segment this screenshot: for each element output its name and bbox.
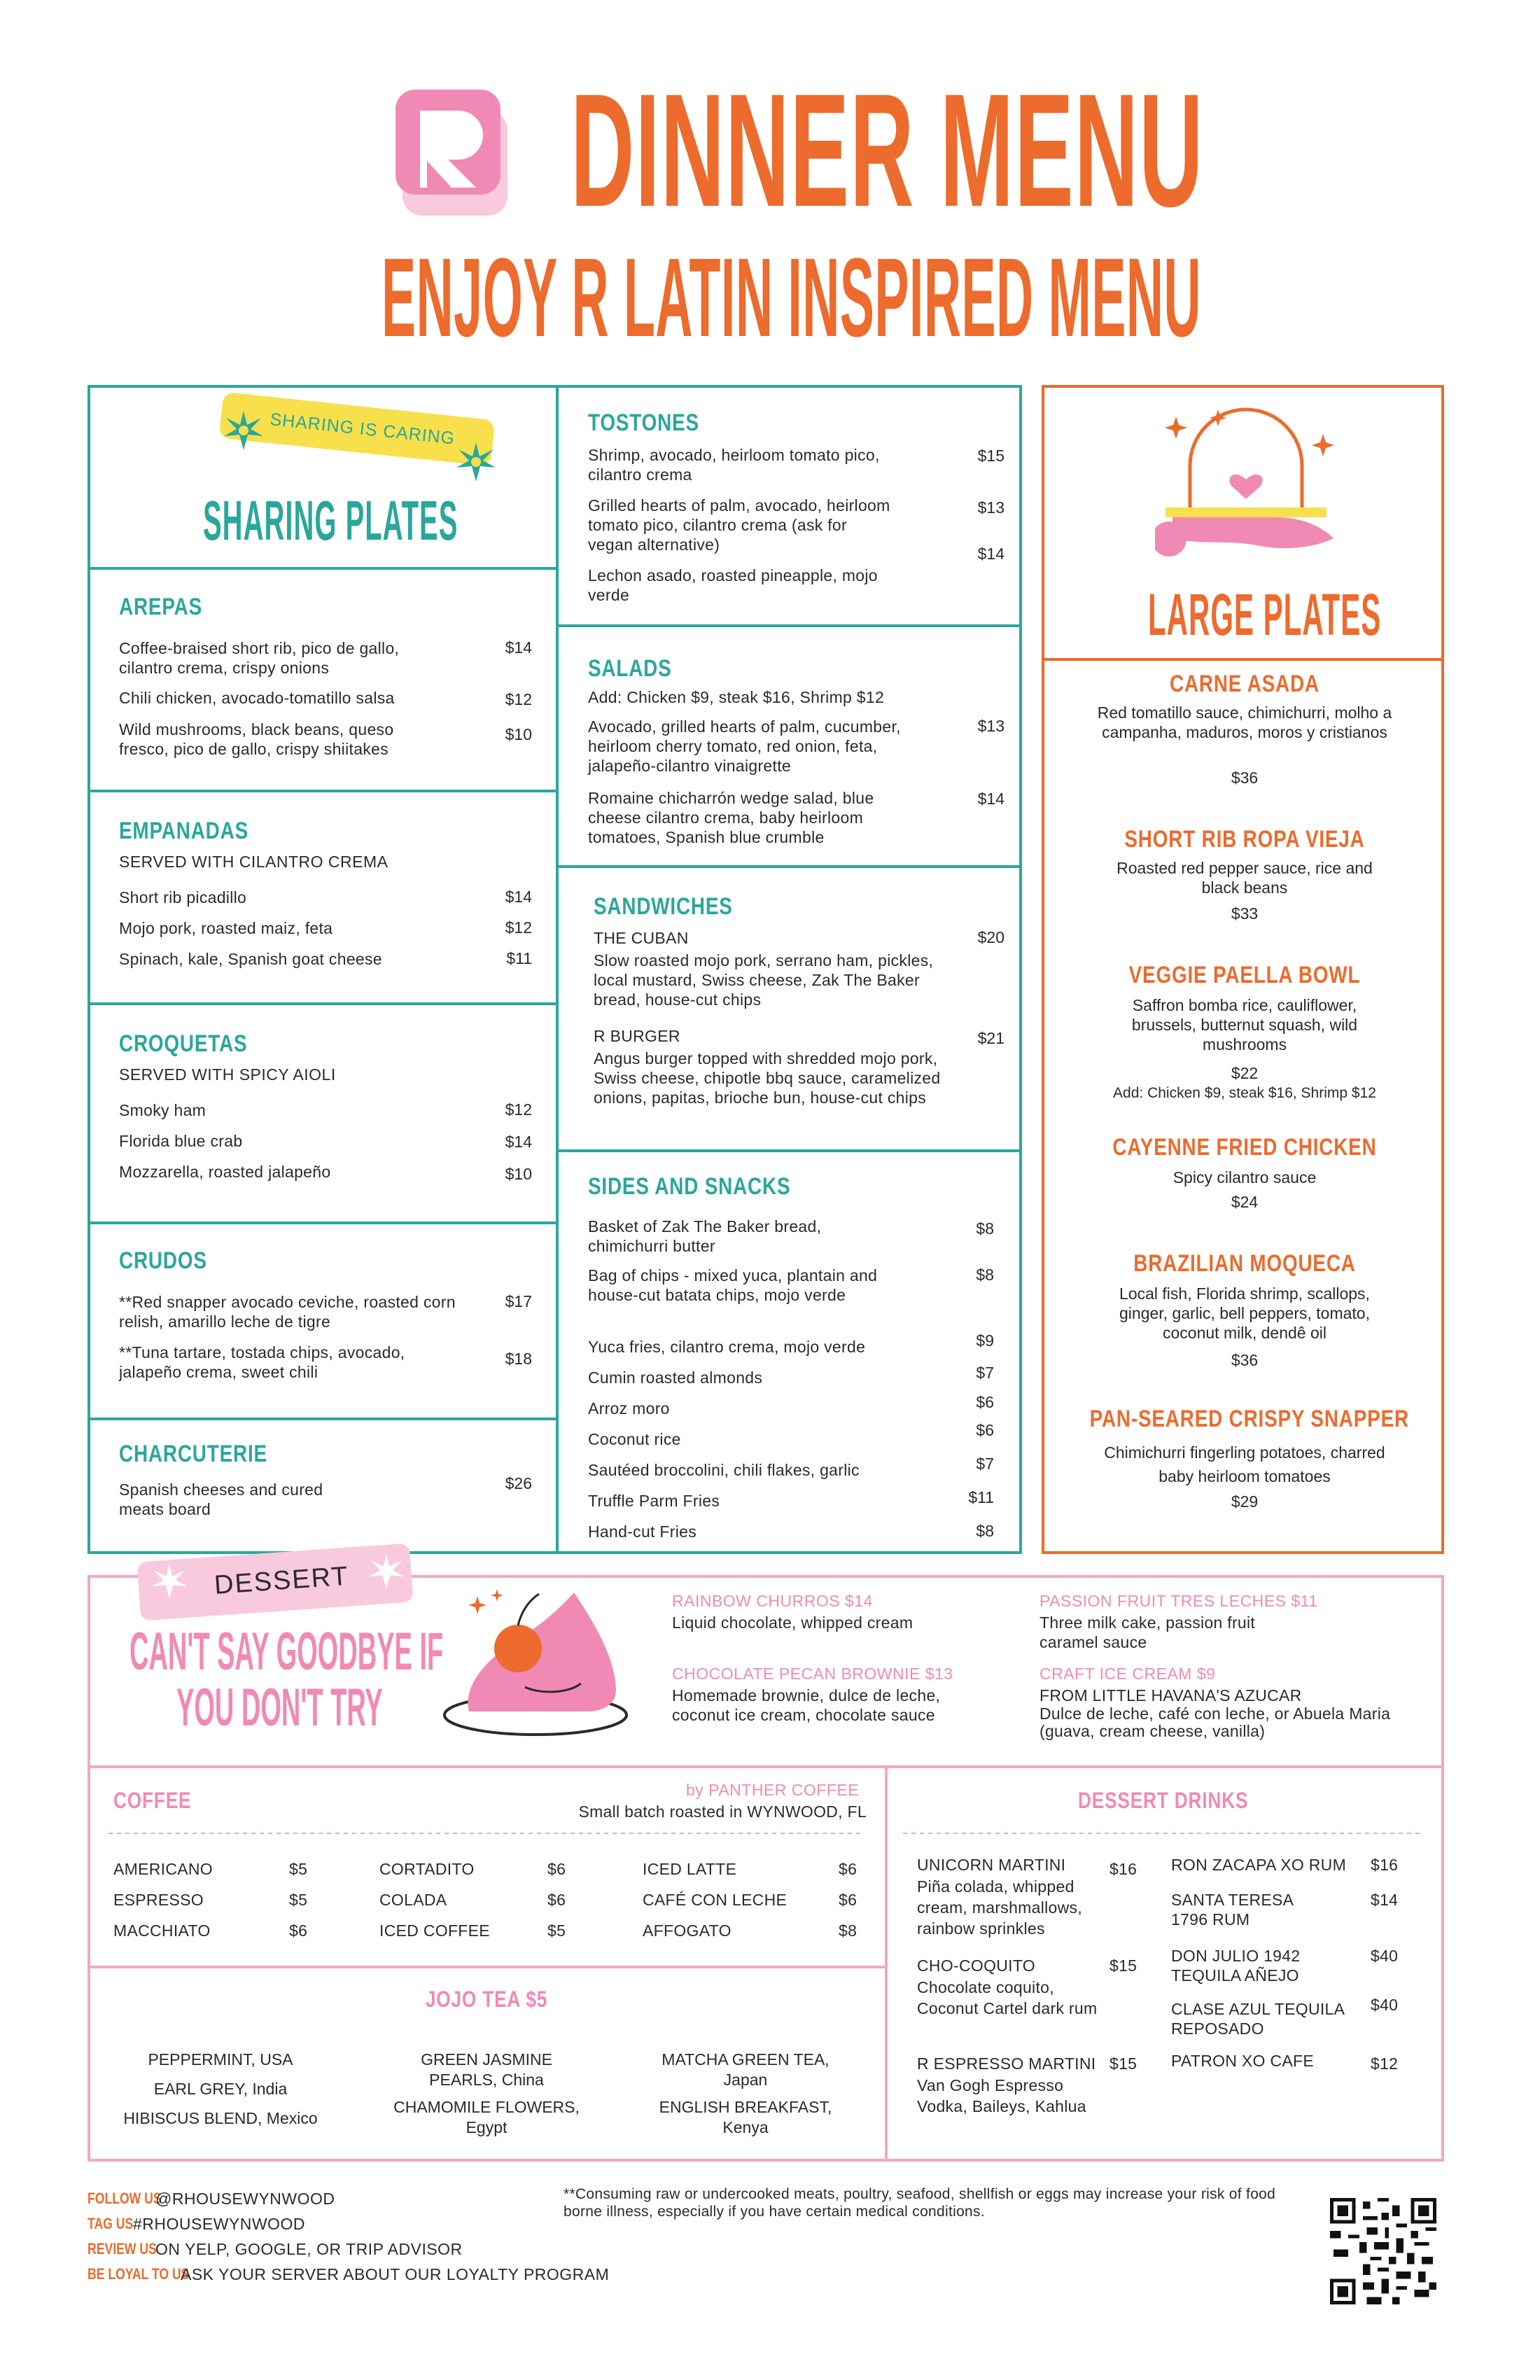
menu-item: Spanish cheeses and cured meats board <box>119 1480 323 1518</box>
coffee-item: CORTADITO <box>379 1860 475 1878</box>
menu-item: **Tuna tartare, tostada chips, avocado, jalapeño crema, sweet chili <box>119 1343 405 1381</box>
item-price: $26 <box>505 1474 532 1492</box>
item-price: $20 <box>977 928 1004 946</box>
page-subtitle: ENJOY R LATIN INSPIRED MENU <box>382 234 1202 360</box>
footer-text[interactable]: @RHOUSEWYNWOOD <box>155 2190 335 2208</box>
food-safety-disclaimer: **Consuming raw or undercooked meats, poultry, seafood, shellfish or eggs may increase your risk of food borne illness, especially if you have certain medical conditions. <box>564 2186 1276 2220</box>
drink-name: DON JULIO 1942 TEQUILA AÑEJO <box>1171 1947 1301 1984</box>
coffee-item: AMERICANO <box>113 1860 213 1878</box>
large-item-price: $24 <box>1231 1193 1259 1211</box>
footer-text: ON YELP, GOOGLE, OR TRIP ADVISOR <box>155 2240 463 2258</box>
menu-item: Bag of chips - mixed yuca, plantain and house-cut batata chips, mojo verde <box>588 1266 878 1304</box>
menu-item: Mozzarella, roasted jalapeño <box>119 1163 331 1181</box>
empanadas-subtitle: SERVED WITH CILANTRO CREMA <box>119 853 388 871</box>
dessert-item-desc: Homemade brownie, dulce de leche, coconut ice cream, chocolate sauce <box>672 1686 941 1724</box>
large-item-add-ons: Add: Chicken $9, steak $16, Shrimp $12 <box>1113 1085 1376 1101</box>
arepas-title: AREPAS <box>119 594 203 620</box>
large-item-desc: Roasted red pepper sauce, rice and black beans <box>1116 859 1373 897</box>
menu-item: Wild mushrooms, black beans, queso fresco, pico de gallo, crispy shiitakes <box>119 720 394 758</box>
page-title: DINNER MENU <box>570 60 1204 240</box>
tea-item: CHAMOMILE FLOWERS, Egypt <box>393 2098 580 2136</box>
divider <box>88 567 557 570</box>
coffee-title: COFFEE <box>113 1788 192 1813</box>
drink-name: R ESPRESSO MARTINI <box>917 2054 1096 2073</box>
large-item-desc: Spicy cilantro sauce <box>1172 1168 1317 1186</box>
menu-item: Yuca fries, cilantro crema, mojo verde <box>588 1338 866 1356</box>
menu-item: Spinach, kale, Spanish goat cheese <box>119 950 382 968</box>
coffee-price: $5 <box>547 1921 566 1940</box>
charcuterie-title: CHARCUTERIE <box>119 1441 267 1467</box>
item-price: $17 <box>505 1292 532 1310</box>
item-price: $18 <box>505 1350 532 1368</box>
pink-dash <box>108 1833 864 1834</box>
column-divider <box>556 385 559 1554</box>
item-price: $14 <box>977 790 1004 808</box>
tea-item: HIBISCUS BLEND, Mexico <box>123 2109 318 2127</box>
coffee-price: $6 <box>839 1860 858 1878</box>
dessert-title: YOU DON'T TRY <box>176 1678 383 1737</box>
menu-item: Romaine chicharrón wedge salad, blue cheese cilantro crema, baby heirloom tomatoes, Spanish blue crumble <box>588 789 874 846</box>
drink-desc: Piña colada, whipped cream, marshmallows, rainbow sprinkles <box>917 1877 1083 1938</box>
large-item-price: $36 <box>1231 1351 1259 1369</box>
drink-price: $40 <box>1371 1996 1399 2014</box>
item-price: $14 <box>505 888 532 906</box>
item-price: $8 <box>976 1266 994 1284</box>
tostones-title: TOSTONES <box>588 410 699 436</box>
menu-item: Chili chicken, avocado-tomatillo salsa <box>119 689 395 707</box>
coffee-item: AFFOGATO <box>643 1921 732 1940</box>
menu-item-name: R BURGER <box>594 1027 680 1045</box>
large-item-name: CARNE ASADA <box>1169 671 1320 697</box>
menu-item: Arroz moro <box>588 1399 670 1418</box>
menu-item: Angus burger topped with shredded mojo pork, Swiss cheese, chipotle bbq sauce, caramelized onions, papitas, brioche bun, house-cut chips <box>594 1049 941 1107</box>
dessert-badge-text: DESSERT <box>213 1561 350 1601</box>
salads-add-ons: Add: Chicken $9, steak $16, Shrimp $12 <box>588 688 885 706</box>
qr-code-icon[interactable] <box>1330 2198 1436 2304</box>
dessert-item-name: PASSION FRUIT TRES LECHES $11 <box>1040 1592 1318 1610</box>
item-price: $10 <box>505 725 532 743</box>
star-icon <box>368 1553 405 1594</box>
item-price: $11 <box>968 1488 994 1506</box>
item-price: $12 <box>505 1100 532 1119</box>
divider <box>556 865 1022 868</box>
menu-item: Truffle Parm Fries <box>588 1492 720 1510</box>
menu-item: Grilled hearts of palm, avocado, heirloom tomato pico, cilantro crema (ask for vegan alternative) <box>588 496 890 554</box>
cake-icon <box>441 1575 630 1746</box>
large-item-name: BRAZILIAN MOQUECA <box>1133 1250 1356 1277</box>
large-plates-title: LARGE PLATES <box>1148 582 1382 648</box>
tea-item: MATCHA GREEN TEA, Japan <box>662 2050 830 2089</box>
footer-label: FOLLOW US <box>88 2190 162 2207</box>
divider <box>88 790 557 792</box>
coffee-item: MACCHIATO <box>113 1921 211 1940</box>
coffee-price: $5 <box>289 1891 308 1909</box>
item-price: $15 <box>977 447 1004 465</box>
drink-name: CLASE AZUL TEQUILA REPOSADO <box>1171 2000 1345 2038</box>
sandwiches-title: SANDWICHES <box>594 893 733 920</box>
drink-price: $16 <box>1371 1856 1399 1874</box>
tea-item: ENGLISH BREAKFAST, Kenya <box>659 2098 832 2136</box>
dessert-item-desc: Dulce de leche, café con leche, or Abuela Maria (guava, cream cheese, vanilla) <box>1040 1704 1391 1740</box>
menu-item: Avocado, grilled hearts of palm, cucumber, heirloom cherry tomato, red onion, feta, jalapeño-cilantro vinaigrette <box>588 718 901 775</box>
drink-price: $16 <box>1110 1860 1138 1878</box>
star-icon <box>223 410 265 455</box>
croquetas-subtitle: SERVED WITH SPICY AIOLI <box>119 1065 336 1084</box>
sides-title: SIDES AND SNACKS <box>588 1173 791 1200</box>
coffee-item: ESPRESSO <box>113 1891 204 1909</box>
dessert-item-sub: FROM LITTLE HAVANA'S AZUCAR <box>1040 1686 1302 1704</box>
pink-divider <box>88 1765 1444 1768</box>
large-item-name: PAN-SEARED CRISPY SNAPPER <box>1089 1406 1409 1432</box>
drink-price: $12 <box>1371 2054 1399 2073</box>
menu-item: Slow roasted mojo pork, serrano ham, pickles, local mustard, Swiss cheese, Zak The Baker bread, house-cut chips <box>594 951 934 1009</box>
footer-label: TAG US <box>88 2215 134 2232</box>
menu-item: Coconut rice <box>588 1430 681 1448</box>
large-item-price: $22 <box>1231 1064 1259 1082</box>
footer-label: BE LOYAL TO US <box>88 2265 190 2283</box>
dessert-title: CAN'T SAY GOODBYE IF <box>130 1622 444 1681</box>
orange-divider <box>1042 658 1444 661</box>
item-price: $12 <box>505 918 532 937</box>
cloche-hand-icon <box>1155 402 1351 567</box>
item-price: $9 <box>976 1331 994 1350</box>
item-price: $13 <box>977 498 1004 517</box>
star-icon <box>150 1562 188 1604</box>
coffee-item: ICED LATTE <box>643 1860 737 1878</box>
item-price: $12 <box>505 690 532 708</box>
large-item-name: CAYENNE FRIED CHICKEN <box>1112 1134 1377 1161</box>
menu-item: Smoky ham <box>119 1101 206 1119</box>
large-item-desc: Saffron bomba rice, cauliflower, brussels, butternut squash, wild mushrooms <box>1131 996 1358 1054</box>
coffee-item: COLADA <box>379 1891 447 1909</box>
tea-title: JOJO TEA $5 <box>425 1987 548 2012</box>
coffee-price: $6 <box>839 1891 858 1909</box>
item-price: $6 <box>976 1421 994 1439</box>
divider <box>88 1222 557 1224</box>
footer-label: REVIEW US <box>88 2240 157 2258</box>
logo <box>396 83 514 223</box>
divider <box>556 624 1022 627</box>
drink-price: $15 <box>1110 2054 1138 2073</box>
item-price: $13 <box>977 717 1004 735</box>
coffee-note: Small batch roasted in WYNWOOD, FL <box>578 1802 867 1821</box>
drink-desc: Van Gogh Espresso Vodka, Baileys, Kahlua <box>917 2076 1086 2115</box>
drink-name: SANTA TERESA 1796 RUM <box>1171 1891 1294 1928</box>
menu-item: Mojo pork, roasted maiz, feta <box>119 919 333 937</box>
coffee-item: CAFÉ CON LECHE <box>643 1891 788 1909</box>
coffee-item: ICED COFFEE <box>379 1921 490 1940</box>
large-item-price: $36 <box>1231 769 1259 787</box>
large-item-price: $33 <box>1231 904 1259 923</box>
menu-item: Short rib picadillo <box>119 888 247 906</box>
drink-desc: Chocolate coquito, Coconut Cartel dark rum <box>917 1978 1098 2017</box>
menu-item-name: THE CUBAN <box>594 929 689 947</box>
empanadas-title: EMPANADAS <box>119 818 248 844</box>
item-price: $8 <box>976 1219 994 1238</box>
dessert-item-name: CHOCOLATE PECAN BROWNIE $13 <box>672 1665 953 1683</box>
item-price: $11 <box>506 949 532 967</box>
item-price: $8 <box>976 1522 994 1540</box>
divider <box>88 1002 557 1005</box>
sharing-title: SHARING PLATES <box>203 489 458 552</box>
item-price: $21 <box>977 1029 1004 1047</box>
dessert-item-desc: Liquid chocolate, whipped cream <box>672 1614 913 1632</box>
pink-column-divider <box>885 1765 888 2162</box>
menu-item: Shrimp, avocado, heirloom tomato pico, cilantro crema <box>588 446 880 484</box>
coffee-price: $6 <box>547 1860 566 1878</box>
large-item-desc: Red tomatillo sauce, chimichurri, molho a campanha, maduros, moros y cristianos <box>1097 704 1392 741</box>
item-price: $6 <box>976 1393 994 1411</box>
coffee-price: $6 <box>547 1891 566 1909</box>
large-item-desc: Local fish, Florida shrimp, scallops, ginger, garlic, bell peppers, tomato, coconut milk, dendê oil <box>1119 1284 1370 1342</box>
footer-text: ASK YOUR SERVER ABOUT OUR LOYALTY PROGRAM <box>181 2265 610 2283</box>
divider <box>556 1149 1022 1152</box>
tea-item: EARL GREY, India <box>153 2080 288 2098</box>
large-item-name: SHORT RIB ROPA VIEJA <box>1124 826 1365 853</box>
dessert-item-name: RAINBOW CHURROS $14 <box>672 1592 873 1610</box>
pink-divider <box>88 1966 886 1968</box>
salads-title: SALADS <box>588 655 672 682</box>
divider <box>88 1418 557 1420</box>
coffee-by: by PANTHER COFFEE <box>686 1781 860 1799</box>
drink-price: $14 <box>1371 1891 1399 1909</box>
drink-name: UNICORN MARTINI <box>917 1856 1066 1874</box>
footer-text[interactable]: #RHOUSEWYNWOOD <box>133 2215 305 2233</box>
menu-item: **Red snapper avocado ceviche, roasted corn relish, amarillo leche de tigre <box>119 1293 456 1331</box>
crudos-title: CRUDOS <box>119 1247 207 1274</box>
star-icon <box>455 441 497 486</box>
dessert-drinks-title: DESSERT DRINKS <box>1078 1788 1249 1813</box>
tea-item: GREEN JASMINE PEARLS, China <box>421 2050 552 2089</box>
item-price: $10 <box>505 1165 532 1183</box>
menu-item: Lechon asado, roasted pineapple, mojo verde <box>588 566 878 604</box>
item-price: $7 <box>976 1455 994 1473</box>
item-price: $14 <box>977 545 1004 563</box>
menu-item: Cumin roasted almonds <box>588 1368 763 1387</box>
dessert-item-name: CRAFT ICE CREAM $9 <box>1040 1665 1216 1683</box>
large-item-desc: Chimichurri fingerling potatoes, charred baby heirloom tomatoes <box>1104 1443 1385 1485</box>
large-item-name: VEGGIE PAELLA BOWL <box>1128 962 1361 988</box>
drink-price: $40 <box>1371 1947 1399 1965</box>
menu-item: Florida blue crab <box>119 1132 243 1150</box>
drink-name: CHO-COQUITO <box>917 1956 1035 1975</box>
item-price: $7 <box>976 1364 994 1382</box>
item-price: $14 <box>505 638 532 657</box>
menu-item: Basket of Zak The Baker bread, chimichurri butter <box>588 1217 822 1255</box>
item-price: $14 <box>505 1133 532 1151</box>
croquetas-title: CROQUETAS <box>119 1030 248 1057</box>
coffee-price: $8 <box>839 1921 858 1940</box>
drink-name: PATRON XO CAFE <box>1171 2052 1314 2070</box>
pink-dash <box>903 1833 1421 1834</box>
tea-item: PEPPERMINT, USA <box>148 2050 293 2068</box>
menu-item: Hand-cut Fries <box>588 1522 697 1541</box>
large-item-price: $29 <box>1231 1492 1259 1511</box>
menu-item: Sautéed broccolini, chili flakes, garlic <box>588 1461 860 1479</box>
sharing-badge-text: SHARING IS CARING <box>269 410 456 449</box>
coffee-price: $6 <box>289 1921 308 1940</box>
coffee-price: $5 <box>289 1860 308 1878</box>
drink-name: RON ZACAPA XO RUM <box>1171 1856 1347 1874</box>
menu-item: Coffee-braised short rib, pico de gallo, cilantro crema, crispy onions <box>119 639 400 677</box>
dessert-item-desc: Three milk cake, passion fruit caramel sauce <box>1040 1614 1256 1651</box>
drink-price: $15 <box>1110 1956 1138 1975</box>
